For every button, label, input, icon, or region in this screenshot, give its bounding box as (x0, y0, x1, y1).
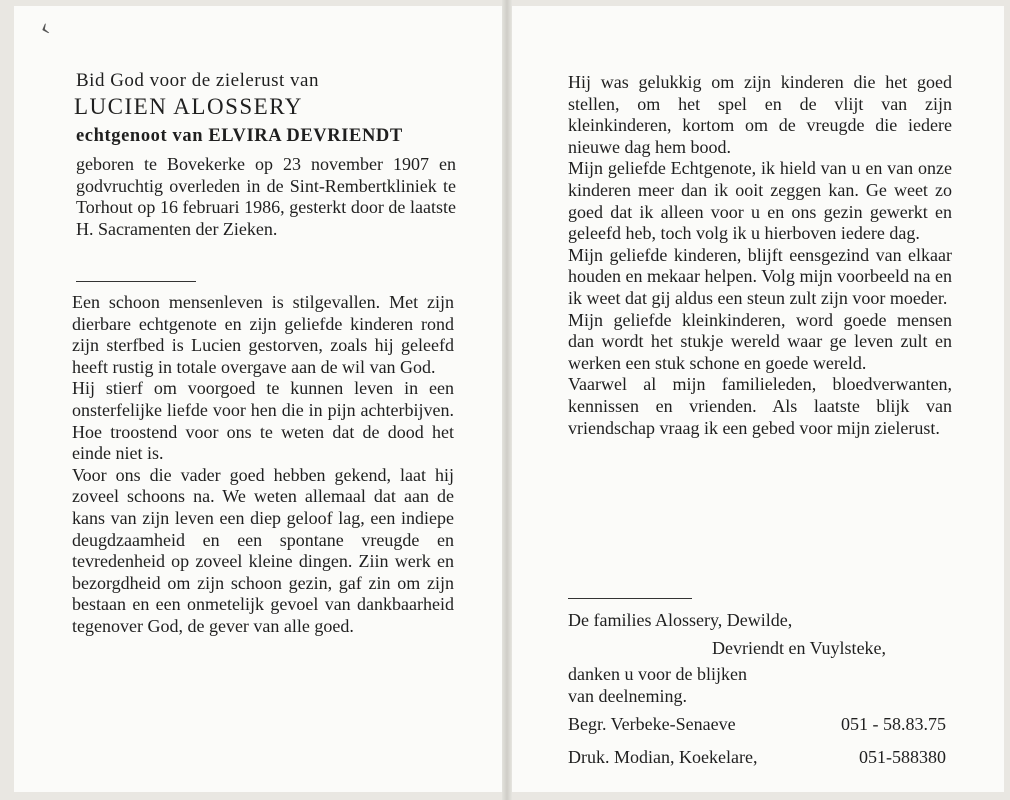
families-line: De families Alossery, Dewilde, (568, 610, 793, 630)
families-line-2: Devriendt en Vuylsteke, (712, 638, 887, 658)
paragraph: Een schoon mensenleven is stilgevallen. Met zijn dierbare echtgenote en zijn geliefde kinderen rond zijn sterfbed is Lucien gestorven, zoals hij geleefd heeft rustig in totale overgave aan de wil van God. (72, 292, 454, 377)
undertaker-line (568, 714, 946, 735)
paragraph: Mijn geliefde Echtgenote, ik hield van u en van onze kinderen meer dan ik ooit zeggen kan. Ge weet zo goed dat ik alleen voor u en ons gezin gewerkt en geleefd heb, toch volg ik u hierboven iedere dag. (568, 158, 952, 244)
thanks-line: danken u voor de blijken (568, 664, 747, 684)
thanks-line: van deelneming. (568, 685, 687, 706)
divider-left (76, 281, 196, 282)
divider-right (568, 598, 692, 599)
paragraph: Mijn geliefde kinderen, blijft eensgezind van elkaar houden en mekaar helpen. Volg mijn voorbeeld na en ik weet dat gij aldus een steun zult zijn voor moeder. (568, 244, 952, 308)
paragraph: Voor ons die vader goed hebben gekend, laat hij zoveel schoons na. We weten allemaal dat aan de kans van zijn leven een diep geloof lag, een indiepe deugdzaamheid en een spontane vreugde en tevredenheid op zoveel kleine dingen. Ziin werk en bezorgdheid om zijn schoon gezin, gaf zin om zijn bestaan en een onmetelijk gevoel van dankbaarheid tegenover God, de gever van alle goed. (72, 464, 454, 636)
printer-line (568, 747, 946, 768)
paragraph: Hij stierf om voorgoed te kunnen leven in een onsterfelijke liefde voor hen die in pijn achterbijven. Hoe troostend voor ons te weten dat de dood het einde niet is. (72, 378, 454, 464)
left-column (72, 292, 454, 638)
card-fold (502, 0, 512, 800)
thanks-block (568, 664, 747, 707)
paragraph: Hij was gelukkig om zijn kinderen die het goed stellen, om het spel en de vlijt van zijn kleinkinderen, kortom om de vreugde die iedere nieuwe dag hem bood. (568, 72, 952, 157)
spouse-line: echtgenoot van ELVIRA DEVRIENDT (76, 126, 403, 146)
paragraph: Mijn geliefde kleinkinderen, word goede mensen dan wordt het stukje wereld waar ge leven zult en werken een stuk schone en goede wereld. (568, 309, 952, 373)
pencil-mark: ‹ (35, 11, 54, 42)
deceased-name: LUCIEN ALOSSERY (74, 94, 303, 119)
paragraph: Vaarwel al mijn familieleden, bloedverwanten, kennissen en vrienden. Als laatste blijk van vriendschap vraag ik een gebed voor mijn zielerust. (568, 374, 952, 438)
printer-phone: 051-588380 (859, 747, 946, 767)
invocation: Bid God voor de zielerust van (76, 70, 319, 91)
bio-text: geboren te Bovekerke op 23 november 1907 en godvruchtig overleden in de Sint-Rembertkliniek te Torhout op 16 februari 1986, gesterkt door de laatste H. Sacramenten der Zieken. (76, 154, 456, 239)
right-column (568, 72, 952, 439)
undertaker-name: Begr. Verbeke-Senaeve (568, 714, 736, 734)
printer-name: Druk. Modian, Koekelare, (568, 747, 758, 767)
undertaker-phone: 051 - 58.83.75 (841, 714, 946, 734)
